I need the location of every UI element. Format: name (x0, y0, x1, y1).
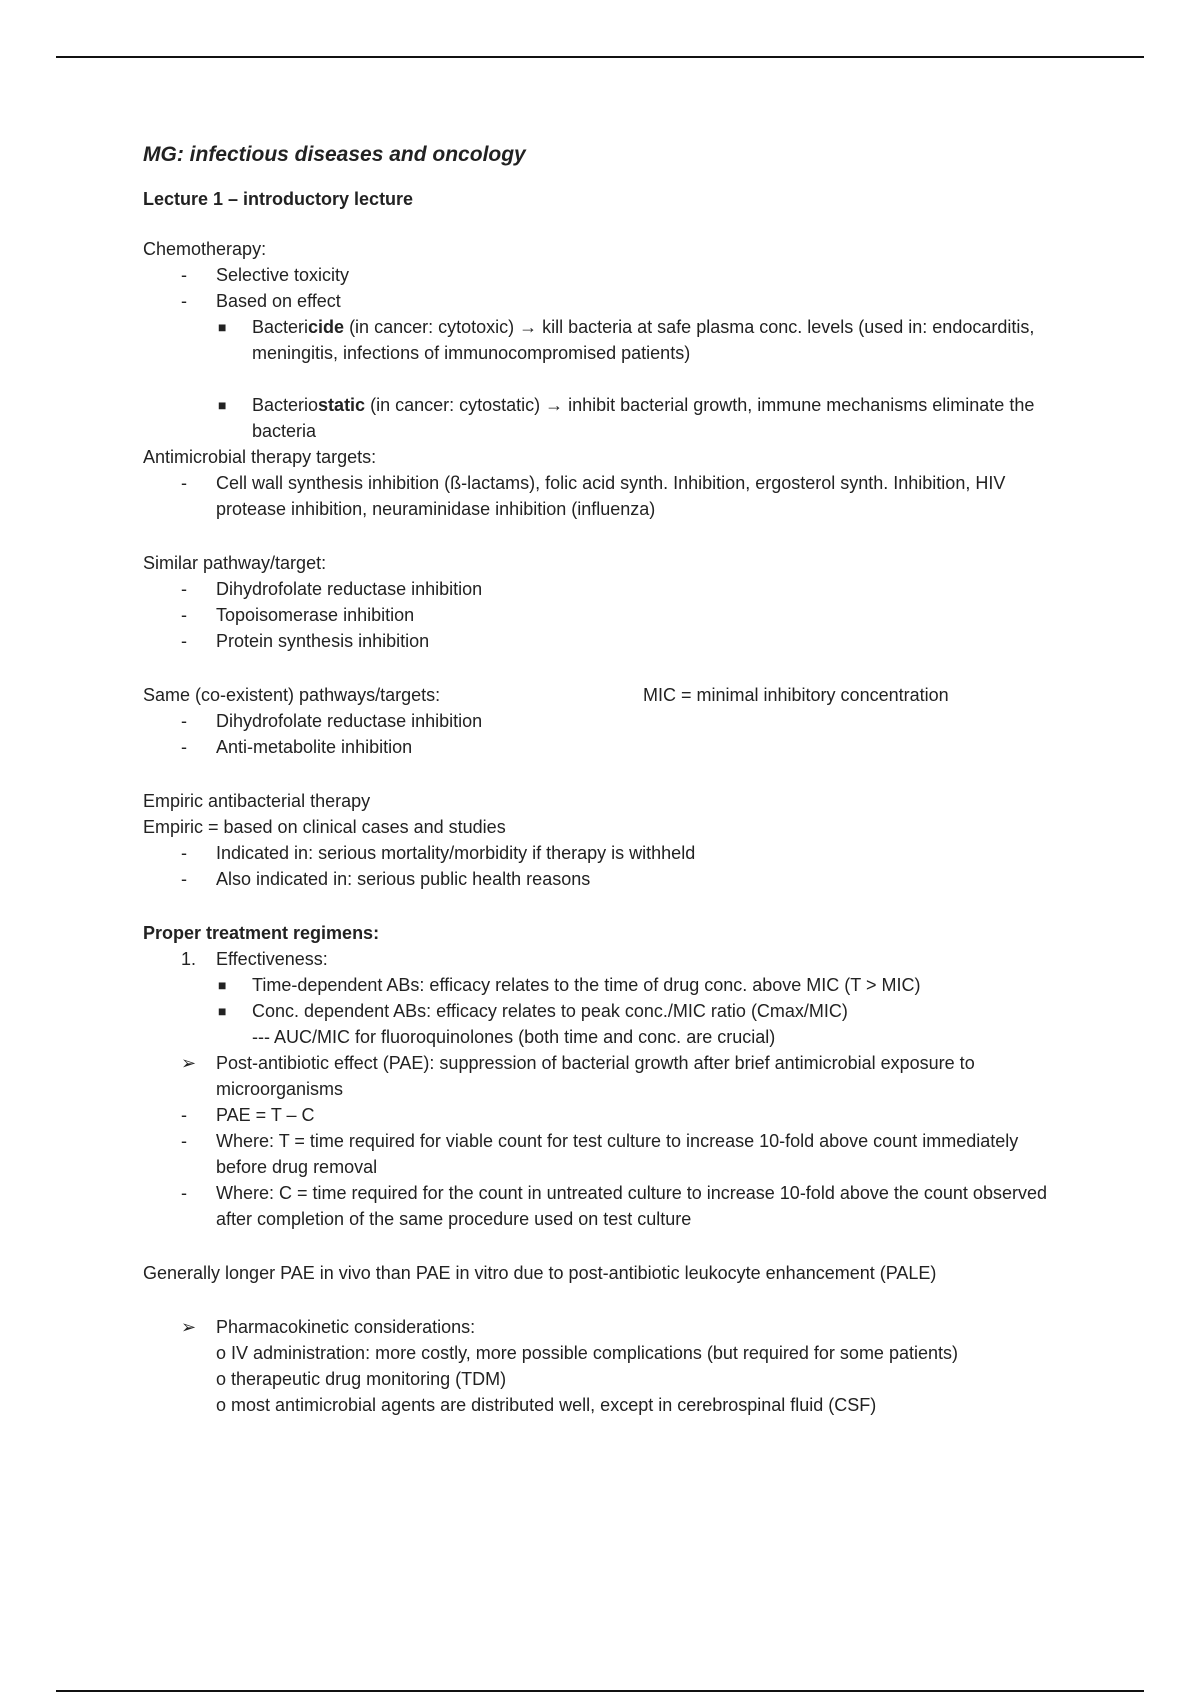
list-item: - Topoisomerase inhibition (181, 605, 415, 625)
numbered-item: 1. Effectiveness: (181, 949, 328, 969)
list-item: ■ Time-dependent ABs: efficacy relates to the time of drug conc. above MIC (T > MIC) (143, 972, 1073, 998)
bactericide-item: ■ Bactericide (in cancer: cytotoxic) → kill bacteria at safe plasma conc. levels (used in: endocarditis, meningitis, infections of immunocompromised patients) (143, 314, 1073, 366)
list-item: - Dihydrofolate reductase inhibition (181, 579, 483, 599)
list-item: - Dihydrofolate reductase inhibition (181, 711, 483, 731)
lecture-heading: Lecture 1 – introductory lecture (143, 189, 414, 209)
list-item: - Selective toxicity (181, 265, 350, 285)
targets-heading: Antimicrobial therapy targets: (143, 447, 377, 467)
pk-heading: ➢ Pharmacokinetic considerations: (143, 1314, 1073, 1340)
regimens-heading: Proper treatment regimens: (143, 923, 380, 943)
list-item: - PAE = T – C (181, 1105, 315, 1125)
square-bullet-icon: ■ (218, 397, 227, 413)
list-item: - Where: C = time required for the count in untreated culture to increase 10-fold above the count observed after completion of the same procedure used on test culture (181, 1183, 1047, 1229)
pale-note: Generally longer PAE in vivo than PAE in vitro due to post-antibiotic leukocyte enhancement (PALE) (143, 1263, 937, 1283)
square-bullet-icon: ■ (218, 1003, 227, 1019)
pae-item: ➢ Post-antibiotic effect (PAE): suppression of bacterial growth after brief antimicrobial exposure to microorganisms (143, 1050, 1073, 1102)
top-rule (56, 56, 1144, 58)
square-bullet-icon: ■ (218, 977, 227, 993)
list-item: o therapeutic drug monitoring (TDM) (216, 1369, 507, 1389)
list-item: o IV administration: more costly, more possible complications (but required for some patients) (216, 1343, 958, 1363)
arrow-bullet-icon: ➢ (181, 1317, 197, 1337)
list-item: - Anti-metabolite inhibition (181, 737, 413, 757)
document-title: MG: infectious diseases and oncology (143, 143, 526, 166)
list-item: - Indicated in: serious mortality/morbidity if therapy is withheld (181, 843, 696, 863)
chemo-heading: Chemotherapy: (143, 239, 267, 259)
list-item: - Cell wall synthesis inhibition (ß-lactams), folic acid synth. Inhibition, ergosterol synth. Inhibition, HIV protease inhibition, neuraminidase inhibition (influenza) (181, 473, 1006, 519)
empiric-heading: Empiric antibacterial therapy (143, 791, 371, 811)
list-item: ■ Conc. dependent ABs: efficacy relates to peak conc./MIC ratio (Cmax/MIC) (143, 998, 1073, 1024)
bacteriostatic-item: ■ Bacteriostatic (in cancer: cytostatic) → inhibit bacterial growth, immune mechanisms eliminate the bacteria (143, 392, 1073, 444)
bottom-rule (56, 1690, 1144, 1692)
same-heading: Same (co-existent) pathways/targets: (143, 685, 441, 705)
empiric-definition: Empiric = based on clinical cases and studies (143, 817, 506, 837)
mic-note: MIC = minimal inhibitory concentration (643, 685, 949, 705)
square-bullet-icon: ■ (218, 319, 227, 335)
list-item: - Protein synthesis inhibition (181, 631, 430, 651)
list-item: o most antimicrobial agents are distributed well, except in cerebrospinal fluid (CSF) (216, 1395, 877, 1415)
similar-heading: Similar pathway/target: (143, 553, 327, 573)
document-page (143, 140, 1073, 1418)
list-item: - Also indicated in: serious public health reasons (181, 869, 591, 889)
list-item: - Where: T = time required for viable count for test culture to increase 10-fold above count immediately before drug removal (181, 1131, 1019, 1177)
list-item: - Based on effect (181, 291, 341, 311)
arrow-bullet-icon: ➢ (181, 1053, 197, 1073)
auc-note: --- AUC/MIC for fluoroquinolones (both time and conc. are crucial) (252, 1027, 776, 1047)
